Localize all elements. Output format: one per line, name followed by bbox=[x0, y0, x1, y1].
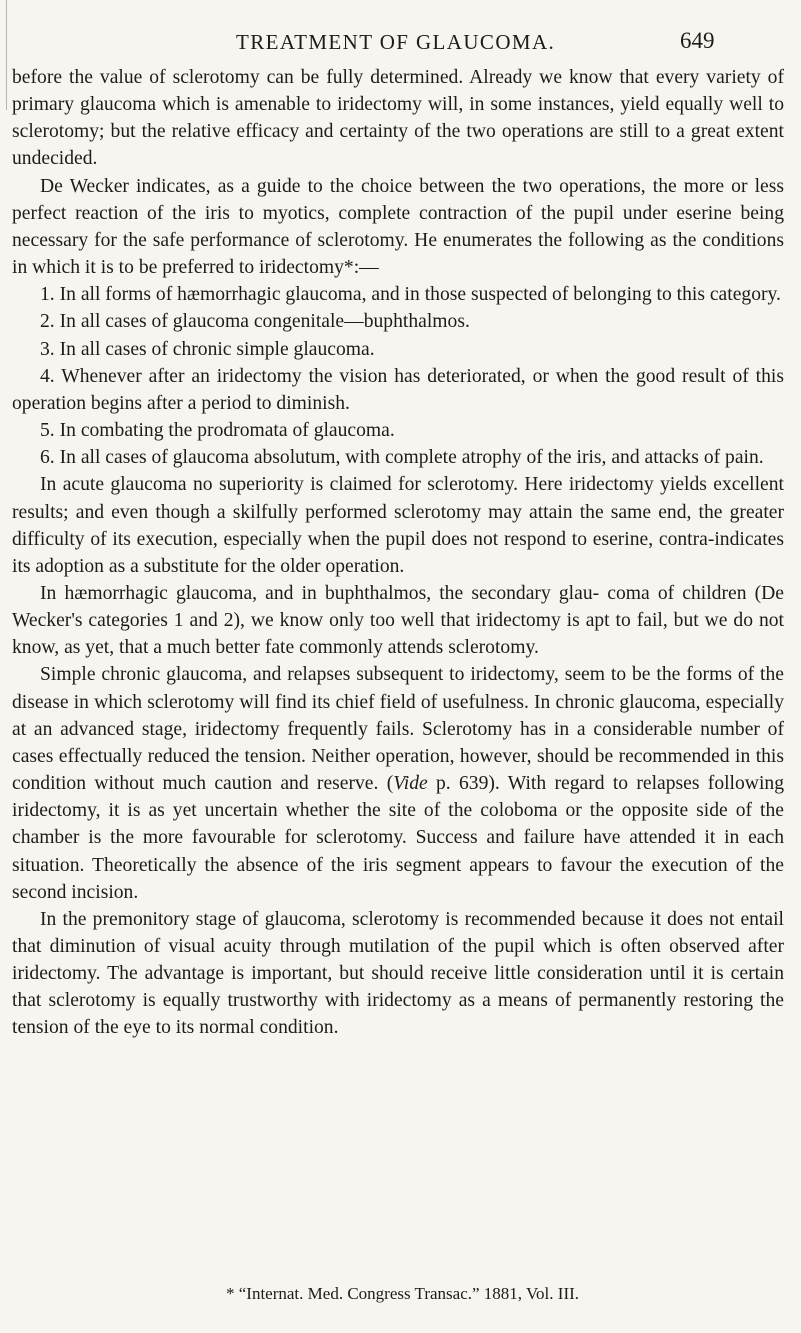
paragraph-de-wecker: De Wecker indicates, as a guide to the choice between the two operations, the more or less perfect reaction of the iris to myotics, complete contraction of the pupil under eserine being necessary for the safe performance of sclerotomy. He enumerates the following as the conditions in which it is to be preferred to iridectomy*:— bbox=[12, 175, 784, 279]
list-item-5: 5. In combating the prodromata of glaucoma. bbox=[40, 420, 395, 442]
vide-italic: Vide bbox=[393, 773, 428, 795]
page-header bbox=[0, 30, 801, 56]
running-head: TREATMENT OF GLAUCOMA. bbox=[236, 30, 556, 54]
list-item-3: 3. In all cases of chronic simple glaucoma. bbox=[40, 338, 375, 360]
vide-text-after: p. 639). With regard to relapses following iridectomy, it is as yet uncertain whether the site of the coloboma or the opposite side of the chamber is the more favourable for sclerotomy. Success and failure have attended it in each situation. Theoretically the absence of the iris segment appears to favour the execution of the second incision. bbox=[12, 773, 784, 903]
vide-text-before: Simple chronic glaucoma, and relapses subsequent to iridectomy, seem to be the forms of the disease in which sclerotomy will find its chief field of usefulness. In chronic glaucoma, especially at an advanced stage, iridectomy frequently fails. Sclerotomy has in a considerable number of cases effectually reduced the tension. Neither operation, however, should be recommended in this condition without much caution and reserve. ( bbox=[12, 664, 784, 795]
footnote: * “Internat. Med. Congress Transac.” 1881, Vol. III. bbox=[226, 1284, 580, 1303]
list-item-6: 6. In all cases of glaucoma absolutum, with complete atrophy of the iris, and attacks of pain. bbox=[40, 447, 764, 469]
page-number: 649 bbox=[680, 28, 715, 53]
body-text bbox=[12, 64, 784, 1042]
paragraph-continued: before the value of sclerotomy can be fully determined. Already we know that every variety of primary glaucoma which is amenable to iridectomy will, in some instances, yield equally well to sclerotomy; but the relative efficacy and certainty of the two operations are still to a great extent undecided. bbox=[12, 67, 784, 170]
paragraph-haemorrhagic: In hæmorrhagic glaucoma, and in buphthalmos, the secondary glau- coma of children (De Wecker's categories 1 and 2), we know only too well that iridectomy is apt to fail, but we do not know, as yet, that a much better fate commonly attends sclerotomy. bbox=[12, 582, 784, 659]
list-item-2: 2. In all cases of glaucoma congenitale—buphthalmos. bbox=[40, 311, 470, 333]
paragraph-premonitory: In the premonitory stage of glaucoma, sclerotomy is recommended because it does not entail that diminution of visual acuity through mutilation of the pupil which is often observed after iridectomy. The advantage is important, but should receive little consideration until it is certain that sclerotomy is equally trustworthy with iridectomy as a means of permanently restoring the tension of the eye to its normal condition. bbox=[12, 908, 784, 1039]
paragraph-acute-glaucoma: In acute glaucoma no superiority is claimed for sclerotomy. Here iridectomy yields excellent results; and even though a skilfully performed sclerotomy may attain the same end, the greater difficulty of its execution, especially when the pupil does not respond to eserine, contra-indicates its adoption as a substitute for the older operation. bbox=[12, 474, 784, 577]
list-item-1: 1. In all forms of hæmorrhagic glaucoma, and in those suspected of belonging to this category. bbox=[40, 284, 781, 306]
list-item-4: 4. Whenever after an iridectomy the vision has deteriorated, or when the good result of this operation begins after a period to diminish. bbox=[12, 365, 784, 414]
paragraph-simple-chronic bbox=[12, 661, 784, 905]
